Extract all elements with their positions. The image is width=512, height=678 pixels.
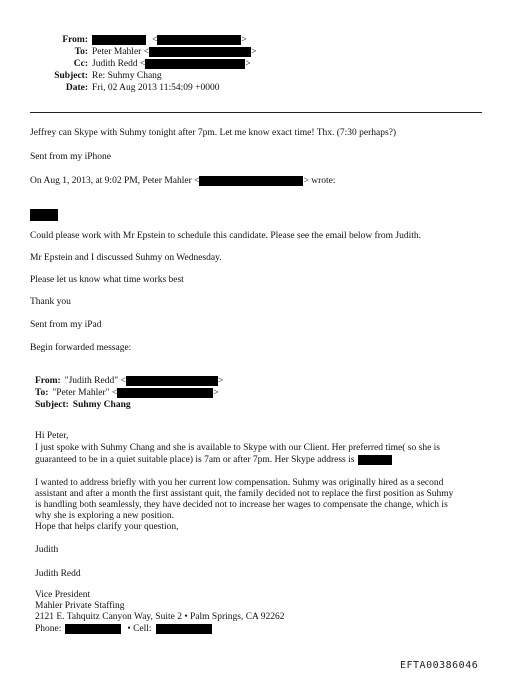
redaction-block <box>149 47 251 57</box>
header-date-row <box>30 82 219 94</box>
quoted-line: Begin forwarded message: <box>30 343 132 353</box>
redaction-block <box>157 35 241 45</box>
angle-close: > <box>251 47 257 57</box>
reply-line: Jeffrey can Skype with Suhmy tonight after 7pm. Let me know exact time! Thx. (7:30 perhaps?) <box>30 128 397 138</box>
header-to-row <box>30 46 256 58</box>
signature-cell-label: • Cell: <box>127 624 152 634</box>
signature-address: 2121 E. Tahquitz Canyon Way, Suite 2 • Palm Springs, CA 92262 <box>35 612 285 622</box>
header-to-label: To: <box>74 47 88 57</box>
signature-company: Mahler Private Staffing <box>35 601 125 611</box>
signature-contact-row <box>35 623 212 635</box>
redaction-block <box>199 176 303 186</box>
header-subject-label: Subject: <box>54 71 88 81</box>
angle-close: > <box>217 376 224 386</box>
redaction-block <box>156 624 212 634</box>
signature-phone-label: Phone: <box>35 624 62 634</box>
header-date-value: Fri, 02 Aug 2013 11:54:09 +0000 <box>92 83 220 93</box>
quoted-line: Please let us know what time works best <box>30 275 184 285</box>
forwarded-from-value: "Judith Redd" < <box>64 376 126 386</box>
forwarded-paragraph-line: assistant and after a month the first assistant quit, the family decided not to replace the first position as Suhmy <box>35 489 454 499</box>
quoted-line: Sent from my iPad <box>30 320 102 330</box>
quoted-line: Mr Epstein and I discussed Suhmy on Wednesday. <box>30 253 222 263</box>
header-from-label: From: <box>62 35 88 45</box>
redaction-block <box>145 59 245 69</box>
angle-close: > <box>241 35 247 45</box>
angle-open: < <box>152 35 158 45</box>
angle-close: > <box>245 59 251 69</box>
forwarded-greeting: Hi Peter, <box>35 431 69 441</box>
forwarded-from-row <box>35 375 223 387</box>
redaction-block <box>117 388 213 398</box>
redaction-block <box>65 624 121 634</box>
forwarded-to-label: To: <box>35 388 49 398</box>
header-from-row <box>30 34 247 46</box>
quote-intro <box>30 175 336 187</box>
header-cc-label: Cc: <box>73 59 88 69</box>
angle-close: > <box>213 388 219 398</box>
signature-first-name: Judith <box>35 545 59 555</box>
forwarded-subject-row <box>35 399 131 411</box>
document-id: EFTA00386046 <box>400 660 479 671</box>
forwarded-paragraph-line: why she is exploring a new position. <box>35 511 175 521</box>
forwarded-paragraph-line: I wanted to address briefly with you her current low compensation. Suhmy was originally hired as a second <box>35 478 444 488</box>
quote-intro-text: On Aug 1, 2013, at 9:02 PM, Peter Mahler < <box>30 176 200 186</box>
quote-intro-suffix: > wrote: <box>303 176 336 186</box>
redaction-block <box>358 455 392 465</box>
header-divider <box>30 112 482 113</box>
redaction-block <box>126 376 218 386</box>
header-subject-value: Re: Suhmy Chang <box>92 71 162 81</box>
forwarded-paragraph-line: I just spoke with Suhmy Chang and she is available to Skype with our Client. Her preferred time( so she is <box>35 443 440 453</box>
forwarded-subject-value: Suhmy Chang <box>72 400 131 410</box>
header-cc-value: Judith Redd < <box>92 59 146 69</box>
forwarded-from-label: From: <box>35 376 61 386</box>
header-date-label: Date: <box>65 83 88 93</box>
header-to-value: Peter Mahler < <box>92 47 150 57</box>
header-subject-row <box>30 70 162 82</box>
forwarded-to-row <box>35 387 219 399</box>
quoted-line: Thank you <box>30 297 71 307</box>
quoted-line: Could please work with Mr Epstein to schedule this candidate. Please see the email below from Judith. <box>30 231 421 241</box>
signature-title: Vice President <box>35 590 91 600</box>
signature-full-name: Judith Redd <box>35 569 81 579</box>
forwarded-paragraph-text: guaranteed to be in a quiet suitable place) is 7am or after 7pm. Her Skype address is <box>35 455 355 465</box>
redaction-block <box>92 35 146 45</box>
signature-line: Sent from my iPhone <box>30 152 112 162</box>
header-cc-row <box>30 58 251 70</box>
forwarded-subject-label: Subject: <box>35 400 69 410</box>
forwarded-paragraph-line: Hope that helps clarify your question, <box>35 522 179 532</box>
forwarded-paragraph-line: is handling both seamlessly, they have decided not to increase her wages to compensate the change, which is <box>35 500 448 510</box>
forwarded-to-value: "Peter Mahler" < <box>52 388 118 398</box>
redaction-block <box>30 206 58 224</box>
forwarded-paragraph-line <box>35 454 392 466</box>
